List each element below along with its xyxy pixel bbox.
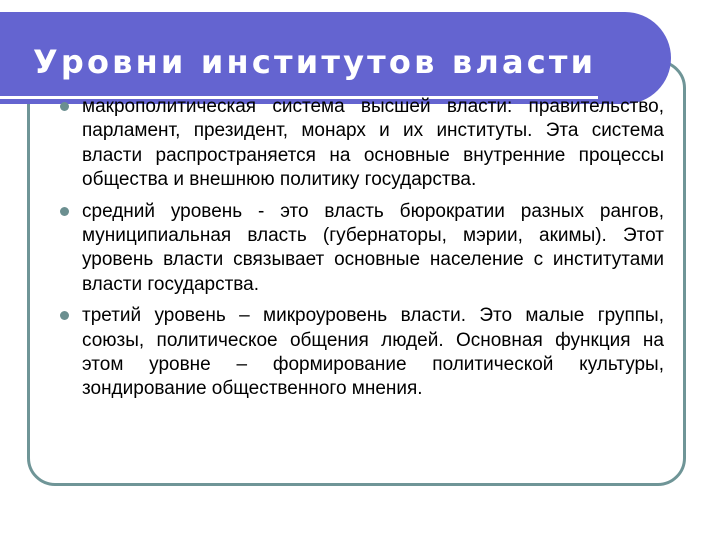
bullet-text: макрополитическая система высшей власти: правительство, парламент, президент, монарх и их институты. Эта система власти распространяется на основные внутренние процессы общества и внешнюю политику государства.: [82, 96, 664, 191]
bullet-list: [60, 95, 664, 409]
title-bar: [0, 12, 671, 104]
bullet-item-micro-level: [60, 304, 664, 402]
bullet-item-macro-level: [60, 95, 664, 193]
bullet-item-middle-level: [60, 200, 664, 298]
bullet-dot-icon: [60, 311, 69, 320]
bullet-dot-icon: [60, 207, 69, 216]
bullet-text: третий уровень – микроуровень власти. Это малые группы, союзы, политическое общения людей. Основная функция на этом уровне – формирование политической культуры, зондирование общественного мнения.: [82, 305, 664, 400]
slide-title: Уровни институтов власти: [33, 43, 597, 81]
bullet-dot-icon: [60, 102, 69, 111]
bullet-text: средний уровень - это власть бюрократии разных рангов, муниципиальная власть (губернаторы, мэрии, акимы). Этот уровень власти связывает основные население с институтами власти государства.: [82, 200, 664, 295]
